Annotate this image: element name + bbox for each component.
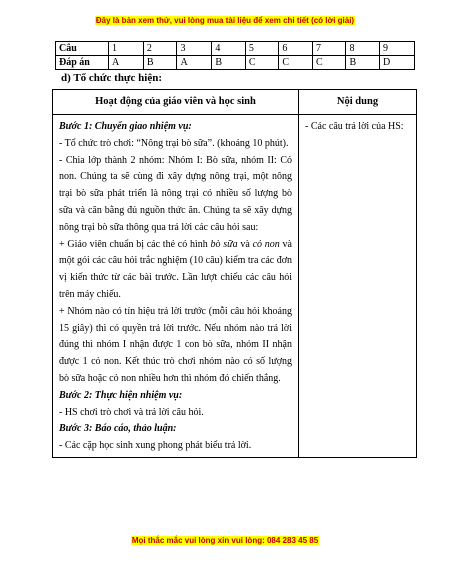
activity-cell [53,115,299,458]
activity-table-body-row [53,115,417,458]
answer-key-answer-row [56,56,415,70]
question-number-cell: 1 [109,42,144,56]
step2-line: - HS chơi trò chơi và trả lời câu hỏi. [59,406,204,418]
answer-cell: B [143,56,177,70]
answer-cell: A [109,56,144,70]
answer-cell: B [212,56,246,70]
question-number-cell: 3 [177,42,212,56]
answer-cell: B [346,56,380,70]
question-number-cell: 4 [212,42,246,56]
question-number-cell: 8 [346,42,380,56]
answer-cell: A [177,56,212,70]
activity-column-header: Hoạt động của giáo viên và học sinh [53,90,299,115]
step3-line: - Các cặp học sinh xung phong phát biểu trả lời. [59,440,252,452]
step1-line: - Tổ chức trò chơi: “Nông trại bò sữa”. (khoảng 10 phút). [59,137,289,149]
step1-line: - Chia lớp thành 2 nhóm: Nhóm I: Bò sữa, nhóm II: Cỏ non. Chúng ta sẽ cùng đi xây dựng nông trại, một nông trại bò sữa phát triển là nông trại có nhiều số lượng bò sữa và cân bằng đủ nguồn thức ăn. Chúng ta sẽ xây dựng nông trại bò sữa thông qua trả lời các câu hỏi sau: [59,154,292,233]
step1-card-paragraph: + Giáo viên chuẩn bị các thẻ có hình bò sữa và cỏ non và một gói các câu hỏi trắc nghiệm (10 câu) kiểm tra các đơn vị kiến thức từ các bài trước. Lần lượt chiếu các câu hỏi trên máy chiếu. [59,238,292,300]
activity-table-header-row [53,90,417,115]
answer-cell: D [380,56,415,70]
answer-key-number-row [56,42,415,56]
answer-cell: C [279,56,313,70]
content-column-header: Nội dung [299,90,417,115]
preview-banner-text: Đây là bản xem thử, vui lòng mua tài liệu để xem chi tiết (có lời giải) [95,16,355,25]
step1-label: Bước 1: Chuyển giao nhiệm vụ: [59,121,192,132]
preview-banner [0,16,450,25]
contact-footer-text: Mọi thắc mắc vui lòng xin vui lòng: 084 283 45 85 [131,536,319,545]
step2-label: Bước 2: Thực hiện nhiệm vụ: [59,389,183,401]
question-number-cell: 5 [245,42,279,56]
question-number-cell: 9 [380,42,415,56]
answer-header-cell: Đáp án [56,56,109,70]
content-cell [299,115,417,458]
question-number-cell: 2 [143,42,177,56]
step3-label: Bước 3: Báo cáo, thảo luận: [59,423,177,435]
question-number-cell: 7 [312,42,346,56]
activity-table [52,89,417,458]
section-title: d) Tổ chức thực hiện: [61,72,163,84]
answer-key-table [55,41,415,70]
content-text: - Các câu trả lời của HS: [305,121,404,132]
step1-rule-paragraph: + Nhóm nào có tín hiệu trả lời trước (mỗi câu hỏi khoảng 15 giây) thì có quyền trả lời trước. Nếu nhóm nào trả lời đúng thì nhóm I nhận được 1 con bò sữa, nhóm II nhận được 1 cỏ non. Kết thúc trò chơi nhóm nào có số lượng bò sữa hoặc cỏ non nhiều hơn thì nhóm đó chiến thắng. [59,305,292,384]
answer-cell: C [245,56,279,70]
answer-cell: C [312,56,346,70]
question-number-cell: 6 [279,42,313,56]
contact-footer [0,536,450,545]
question-header-cell: Câu [56,42,109,56]
